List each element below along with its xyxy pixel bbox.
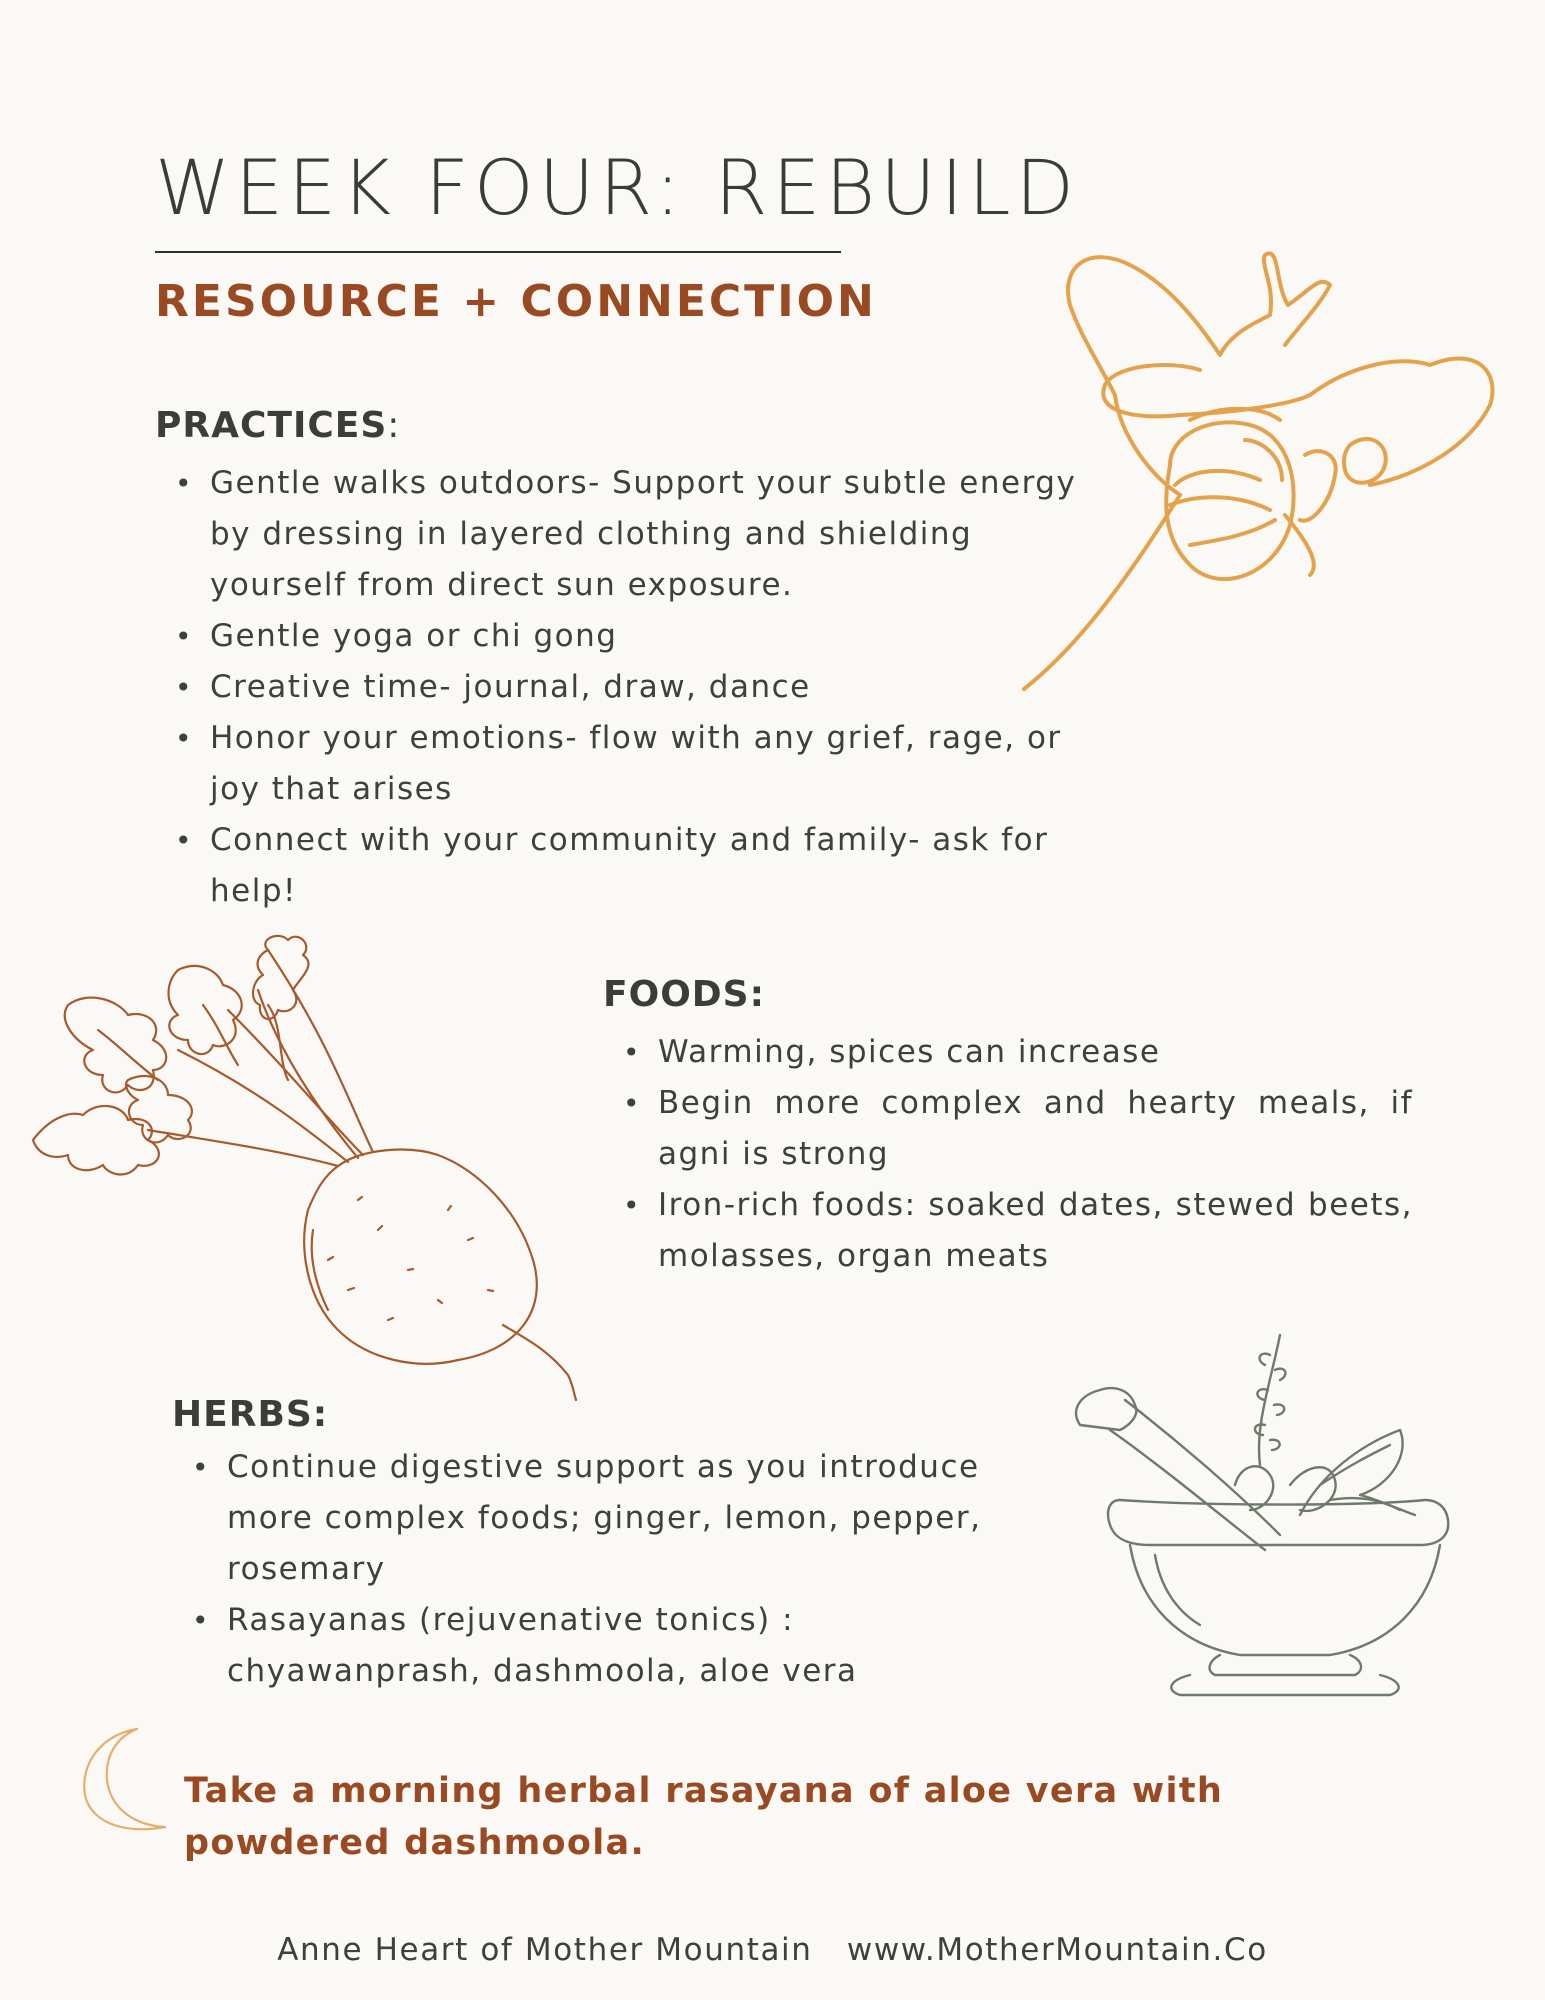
page-title: WEEK FOUR: REBUILD	[155, 143, 1080, 232]
list-item: • Begin more complex and hearty meals, if agni is strong	[603, 1078, 1413, 1180]
foods-list	[603, 1027, 1413, 1282]
tip-text: Take a morning herbal rasayana of aloe vera with powdered dashmoola.	[184, 1771, 1224, 1863]
list-item: • Continue digestive support as you introduce more complex foods; ginger, lemon, pepper, rosemary	[172, 1442, 1042, 1595]
list-item: • Iron-rich foods: soaked dates, stewed beets, molasses, organ meats	[603, 1180, 1413, 1282]
herbs-list	[172, 1442, 1042, 1697]
list-item: • Honor your emotions- flow with any grief, rage, or joy that arises	[155, 713, 1115, 815]
title-divider	[155, 251, 841, 253]
list-item: • Rasayanas (rejuvenative tonics) : chyawanprash, dashmoola, aloe vera	[172, 1595, 1042, 1697]
practices-heading-label: PRACTICES	[155, 405, 388, 446]
practices-heading-colon: :	[387, 405, 401, 446]
list-item: • Gentle yoga or chi gong	[155, 611, 1115, 662]
list-item: • Gentle walks outdoors- Support your subtle energy by dressing in layered clothing and shielding yourself from direct sun exposure.	[155, 458, 1115, 611]
foods-heading: FOODS:	[603, 974, 766, 1015]
beet-illustration	[28, 930, 588, 1370]
practices-list	[155, 458, 1115, 917]
footer-author: Anne Heart of Mother Mountain	[277, 1932, 813, 1968]
list-item: • Creative time- journal, draw, dance	[155, 662, 1115, 713]
page-subtitle: RESOURCE + CONNECTION	[155, 276, 877, 327]
footer	[0, 1932, 1545, 1968]
list-item: • Connect with your community and family- ask for help!	[155, 815, 1115, 917]
herbs-heading: HERBS:	[172, 1394, 329, 1435]
list-item: • Warming, spices can increase	[603, 1027, 1413, 1078]
crescent-moon-icon	[75, 1725, 175, 1835]
mortar-pestle-illustration	[1070, 1335, 1450, 1705]
practices-heading	[155, 405, 401, 446]
footer-website[interactable]: www.MotherMountain.Co	[846, 1932, 1268, 1968]
